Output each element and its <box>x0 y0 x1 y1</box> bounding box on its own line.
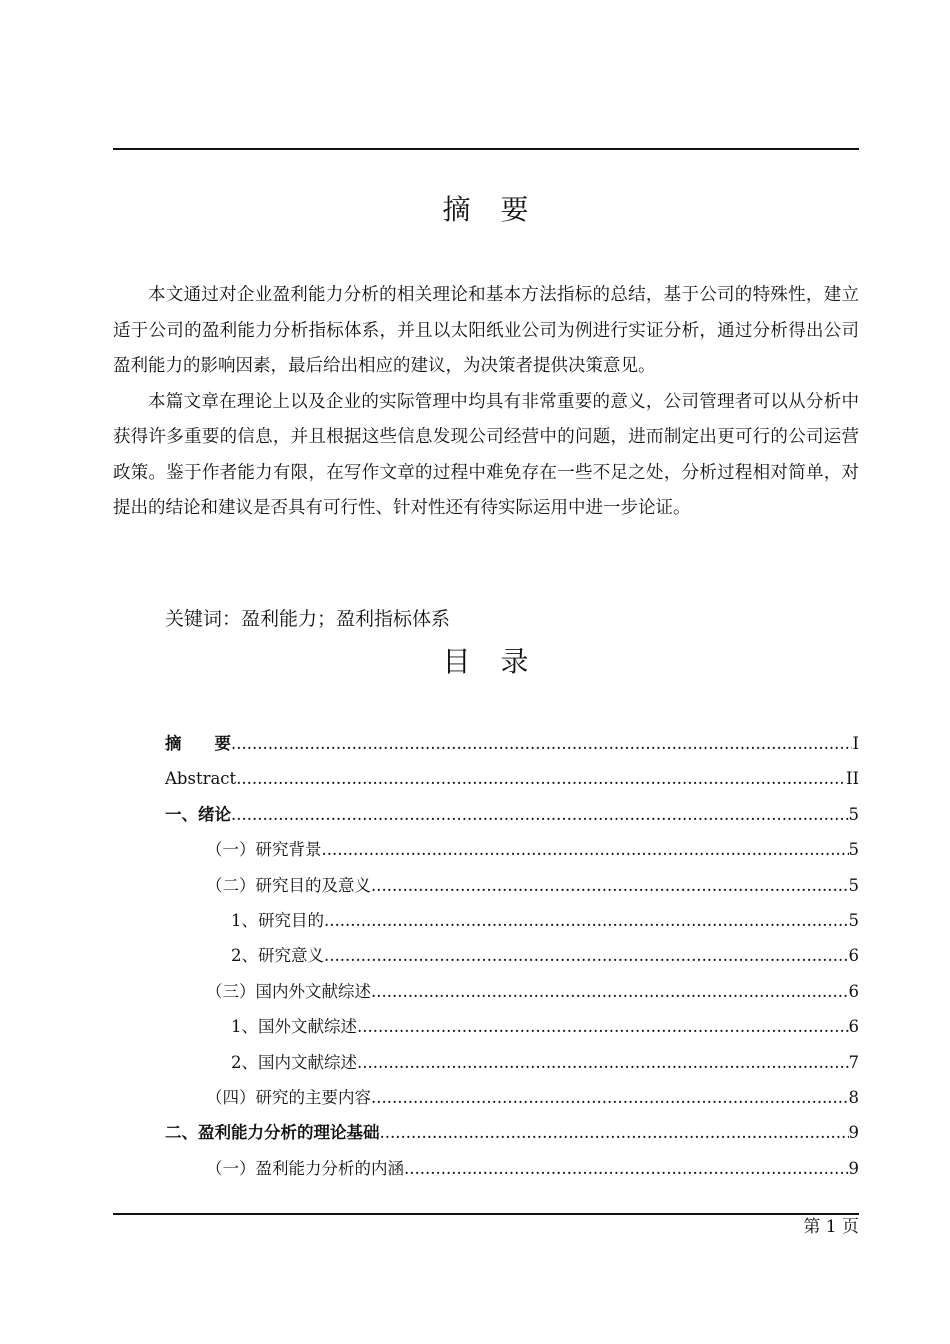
toc-leader <box>322 832 849 867</box>
toc-entry-page: II <box>845 769 859 789</box>
toc-entry-text: （一）盈利能力分析的内涵 <box>206 1158 404 1178</box>
toc-entry-text: （四）研究的主要内容 <box>206 1087 371 1107</box>
toc-entry-text: 1、研究目的 <box>231 910 324 930</box>
toc-entry-text: （一）研究背景 <box>206 840 322 860</box>
abstract-title: 摘 要 <box>442 193 530 226</box>
toc-entry-page: 7 <box>848 1052 859 1072</box>
page-number: 第 1 页 <box>803 1217 859 1237</box>
toc-entry-1-3-2[interactable] <box>165 1045 859 1080</box>
toc-entry-text: 一、绪论 <box>165 804 231 824</box>
toc-leader <box>231 726 852 761</box>
toc-entry-1-2-2[interactable] <box>165 938 859 973</box>
toc-entry-chapter-2[interactable] <box>165 1115 859 1150</box>
toc-entry-1-4[interactable] <box>165 1080 859 1115</box>
toc-entry-text: （二）研究目的及意义 <box>206 875 371 895</box>
toc-entry-page: 5 <box>848 840 859 860</box>
toc-entry-text: （三）国内外文献综述 <box>206 981 371 1001</box>
toc-leader <box>371 974 849 1009</box>
toc-entry-text: 摘 要 <box>165 734 231 753</box>
keywords: 关键词：盈利能力；盈利指标体系 <box>165 608 451 630</box>
toc-entry-text: 二、盈利能力分析的理论基础 <box>165 1123 380 1143</box>
toc-entry-page: 5 <box>848 910 859 930</box>
toc-entry-1-2[interactable] <box>165 868 859 903</box>
toc-leader <box>380 1115 849 1150</box>
toc-leader <box>371 1080 849 1115</box>
toc-entry-abstract[interactable] <box>165 726 859 761</box>
toc-entry-page: I <box>852 734 859 753</box>
toc-title: 目 录 <box>442 645 530 678</box>
toc-entry-text: Abstract <box>165 769 237 789</box>
toc-entry-page: 6 <box>848 946 859 966</box>
toc-entry-abstract-en[interactable] <box>165 761 859 796</box>
toc-entry-page: 5 <box>848 804 859 824</box>
toc-leader <box>357 1045 849 1080</box>
toc-entry-1-3-1[interactable] <box>165 1009 859 1044</box>
toc-entry-page: 5 <box>848 875 859 895</box>
abstract-body <box>113 278 859 527</box>
toc-entry-text: 2、研究意义 <box>231 946 324 966</box>
toc-entry-text: 1、国外文献综述 <box>231 1017 357 1037</box>
toc-entry-page: 8 <box>848 1087 859 1107</box>
toc-entry-page: 9 <box>848 1158 859 1178</box>
abstract-paragraph-2: 本篇文章在理论上以及企业的实际管理中均具有非常重要的意义，公司管理者可以从分析中获得许多重要的信息，并且根据这些信息发现公司经营中的问题，进而制定出更可行的公司运营政策。鉴于作者能力有限，在写作文章的过程中难免存在一些不足之处，分析过程相对简单，对提出的结论和建议是否具有可行性、针对性还有待实际运用中进一步论证。 <box>113 391 859 518</box>
toc-leader <box>236 761 846 796</box>
toc-entry-2-1[interactable] <box>165 1151 859 1186</box>
table-of-contents <box>165 726 859 1186</box>
toc-entry-1-3[interactable] <box>165 974 859 1009</box>
abstract-paragraph-1: 本文通过对企业盈利能力分析的相关理论和基本方法指标的总结，基于公司的特殊性，建立适于公司的盈利能力分析指标体系，并且以太阳纸业公司为例进行实证分析，通过分析得出公司盈利能力的影响因素，最后给出相应的建议，为决策者提供决策意见。 <box>113 285 859 376</box>
toc-leader <box>324 938 849 973</box>
toc-entry-page: 9 <box>848 1123 859 1143</box>
toc-leader <box>371 868 849 903</box>
header-rule <box>113 148 859 150</box>
toc-leader <box>324 903 849 938</box>
toc-entry-1-2-1[interactable] <box>165 903 859 938</box>
toc-leader <box>404 1151 849 1186</box>
toc-entry-chapter-1[interactable] <box>165 797 859 832</box>
footer-rule <box>113 1213 859 1215</box>
toc-entry-page: 6 <box>848 981 859 1001</box>
toc-entry-page: 6 <box>848 1017 859 1037</box>
toc-entry-1-1[interactable] <box>165 832 859 867</box>
toc-entry-text: 2、国内文献综述 <box>231 1052 357 1072</box>
toc-leader <box>357 1009 849 1044</box>
toc-leader <box>231 797 849 832</box>
